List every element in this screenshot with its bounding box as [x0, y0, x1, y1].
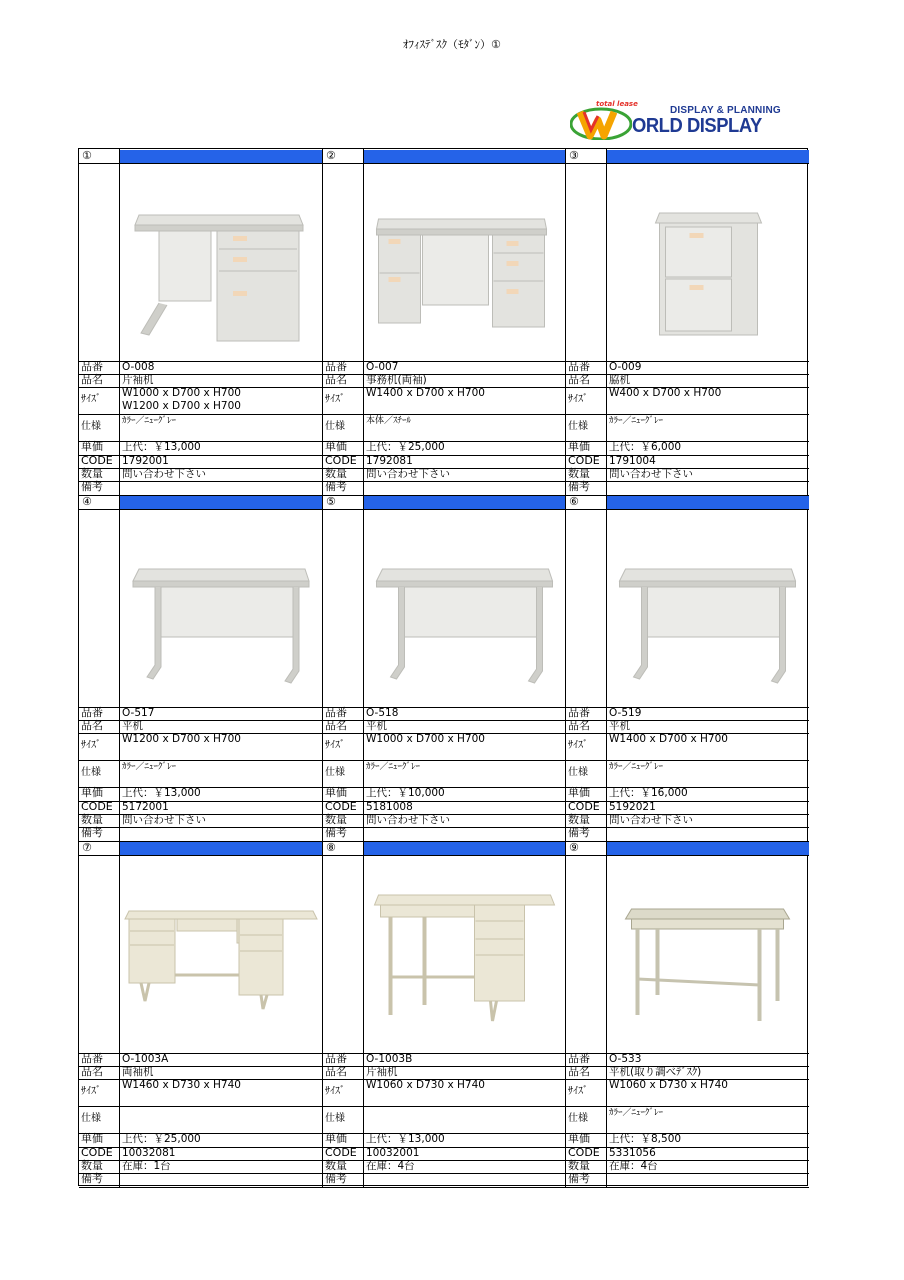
product-image: [119, 163, 323, 361]
field-value-part_no: O-519: [609, 707, 642, 719]
item-header-bar: [606, 150, 809, 163]
field-value-price: 上代：￥13,000: [122, 441, 201, 453]
field-label-code: CODE: [568, 1146, 600, 1159]
field-value-part_no: O-517: [122, 707, 155, 719]
product-image: [363, 855, 566, 1053]
flat-desk-illustration: [606, 509, 809, 707]
product-image: [363, 509, 566, 707]
row-divider: [323, 374, 566, 375]
field-label-code: CODE: [81, 454, 113, 467]
field-value-size: W1000 x D700 x H700: [366, 733, 485, 745]
flat-desk-illustration: [119, 509, 323, 707]
label-divider: [363, 495, 364, 841]
label-divider: [606, 495, 607, 841]
field-value-qty: 問い合わせ下さい: [366, 814, 450, 826]
retro-single-desk-illustration: [363, 855, 566, 1053]
retro-flat-desk-illustration: [606, 855, 809, 1053]
field-label-name: 品名: [325, 1065, 347, 1078]
field-value-size: W1200 x D700 x H700: [122, 733, 241, 745]
row-divider: [79, 481, 323, 482]
row-divider: [79, 1173, 323, 1174]
row-divider: [323, 827, 566, 828]
row-divider: [79, 801, 323, 802]
field-label-name: 品名: [568, 719, 590, 732]
row-divider: [79, 361, 323, 362]
row-divider: [323, 414, 566, 415]
row-divider: [79, 441, 323, 442]
row-divider: [566, 827, 809, 828]
row-divider: [566, 720, 809, 721]
flat-desk-illustration: [363, 509, 566, 707]
field-label-size: ｻｲｽﾞ: [568, 1086, 588, 1097]
row-divider: [79, 455, 323, 456]
field-label-size: ｻｲｽﾞ: [568, 394, 588, 405]
field-value-name: 脇机: [609, 374, 630, 386]
field-label-price: 単価: [325, 440, 347, 453]
field-value-qty: 在庫：1台: [122, 1160, 171, 1172]
item-header-bar: [363, 150, 566, 163]
field-label-spec: 仕様: [568, 421, 588, 432]
field-label-spec: 仕様: [568, 767, 588, 778]
field-value-size: W1060 x D730 x H740: [366, 1079, 485, 1091]
product-image: [606, 855, 809, 1053]
row-divider: [566, 1173, 809, 1174]
row-divider: [566, 361, 809, 362]
field-label-spec: 仕様: [325, 1113, 345, 1124]
field-label-name: 品名: [81, 719, 103, 732]
field-value-name: 平机: [122, 720, 143, 732]
row-divider: [323, 481, 566, 482]
row-divider: [79, 827, 323, 828]
field-value-qty: 在庫：4台: [366, 1160, 415, 1172]
field-label-price: 単価: [81, 1132, 103, 1145]
field-label-size: ｻｲｽﾞ: [325, 1086, 345, 1097]
field-label-qty: 数量: [81, 1159, 103, 1172]
field-label-spec: 仕様: [81, 767, 101, 778]
field-value-code: 1791004: [609, 455, 656, 467]
row-divider: [79, 1066, 323, 1067]
row-divider: [79, 1147, 323, 1148]
label-divider: [119, 149, 120, 495]
field-label-code: CODE: [81, 1146, 113, 1159]
product-image: [606, 509, 809, 707]
row-divider: [79, 760, 323, 761]
field-value-price: 上代：￥10,000: [366, 787, 445, 799]
field-value-spec: ｶﾗｰ／ﾆｭｰｸﾞﾚｰ: [122, 416, 177, 426]
field-label-code: CODE: [81, 800, 113, 813]
product-card: [79, 495, 323, 841]
item-number: ⑥: [569, 495, 579, 508]
row-divider: [566, 414, 809, 415]
field-value-price: 上代：￥6,000: [609, 441, 682, 453]
field-label-code: CODE: [568, 454, 600, 467]
field-value-name: 平机(取り調べﾃﾞｽｸ): [609, 1066, 702, 1078]
field-value-size-alt: W1200 x D700 x H700: [122, 400, 241, 412]
field-label-note: 備考: [81, 1172, 103, 1185]
field-value-name: 片袖机: [366, 1066, 398, 1078]
item-header-bar: [363, 496, 566, 509]
field-value-part_no: O-007: [366, 361, 399, 373]
field-label-spec: 仕様: [81, 421, 101, 432]
field-label-name: 品名: [325, 373, 347, 386]
field-value-price: 上代：￥13,000: [122, 787, 201, 799]
row-divider: [323, 1187, 566, 1188]
field-label-note: 備考: [325, 1172, 347, 1185]
product-card: [566, 841, 809, 1187]
field-value-qty: 在庫：4台: [609, 1160, 658, 1172]
logo-name: ORLD DISPLAY: [632, 115, 762, 137]
field-label-note: 備考: [325, 826, 347, 839]
field-label-spec: 仕様: [325, 421, 345, 432]
item-number: ⑧: [326, 841, 336, 854]
field-label-price: 単価: [325, 786, 347, 799]
row-divider: [79, 707, 323, 708]
field-value-spec: ｶﾗｰ／ﾆｭｰｸﾞﾚｰ: [122, 762, 177, 772]
row-divider: [79, 1053, 323, 1054]
field-value-qty: 問い合わせ下さい: [122, 814, 206, 826]
row-divider: [323, 720, 566, 721]
field-label-code: CODE: [568, 800, 600, 813]
field-label-note: 備考: [81, 826, 103, 839]
field-label-qty: 数量: [325, 1159, 347, 1172]
field-label-note: 備考: [568, 826, 590, 839]
field-label-part_no: 品番: [325, 1052, 347, 1065]
label-divider: [363, 841, 364, 1187]
product-image: [119, 509, 323, 707]
field-value-part_no: O-518: [366, 707, 399, 719]
row-divider: [323, 760, 566, 761]
field-label-name: 品名: [81, 1065, 103, 1078]
field-value-spec: ｶﾗｰ／ﾆｭｰｸﾞﾚｰ: [366, 762, 421, 772]
field-label-qty: 数量: [568, 467, 590, 480]
row-divider: [323, 1106, 566, 1107]
product-card: [79, 841, 323, 1187]
product-card: [323, 495, 566, 841]
field-value-name: 片袖机: [122, 374, 154, 386]
field-label-qty: 数量: [568, 813, 590, 826]
row-divider: [79, 374, 323, 375]
row-divider: [566, 1053, 809, 1054]
field-label-qty: 数量: [325, 813, 347, 826]
field-label-code: CODE: [325, 1146, 357, 1159]
field-label-note: 備考: [568, 480, 590, 493]
row-divider: [323, 1160, 566, 1161]
field-value-qty: 問い合わせ下さい: [122, 468, 206, 480]
field-label-part_no: 品番: [325, 360, 347, 373]
field-label-qty: 数量: [81, 813, 103, 826]
item-number: ⑦: [82, 841, 92, 854]
row-divider: [79, 787, 323, 788]
product-card: [79, 149, 323, 495]
product-table: [78, 148, 808, 1186]
field-value-size: W1400 x D700 x H700: [366, 387, 485, 399]
field-value-name: 両袖机: [122, 1066, 154, 1078]
field-value-code: 10032081: [122, 1147, 176, 1159]
field-label-price: 単価: [568, 786, 590, 799]
row-divider: [566, 707, 809, 708]
field-label-spec: 仕様: [325, 767, 345, 778]
field-label-size: ｻｲｽﾞ: [81, 740, 101, 751]
row-divider: [323, 801, 566, 802]
item-number: ②: [326, 149, 336, 162]
field-label-note: 備考: [325, 480, 347, 493]
field-value-code: 5181008: [366, 801, 413, 813]
field-value-price: 上代：￥25,000: [122, 1133, 201, 1145]
row-divider: [566, 1106, 809, 1107]
item-header-bar: [119, 150, 323, 163]
field-label-name: 品名: [81, 373, 103, 386]
field-value-spec: ｶﾗｰ／ﾆｭｰｸﾞﾚｰ: [609, 762, 664, 772]
field-label-size: ｻｲｽﾞ: [81, 394, 101, 405]
field-value-name: 平机: [609, 720, 630, 732]
field-value-price: 上代：￥8,500: [609, 1133, 682, 1145]
item-number: ①: [82, 149, 92, 162]
field-value-price: 上代：￥13,000: [366, 1133, 445, 1145]
field-label-part_no: 品番: [81, 1052, 103, 1065]
product-card: [323, 841, 566, 1187]
single-pedestal-desk-illustration: [119, 163, 323, 361]
field-label-code: CODE: [325, 800, 357, 813]
row-divider: [323, 361, 566, 362]
field-label-spec: 仕様: [568, 1113, 588, 1124]
row-divider: [79, 1133, 323, 1134]
field-label-part_no: 品番: [81, 706, 103, 719]
row-divider: [566, 1187, 809, 1188]
row-divider: [79, 1187, 323, 1188]
field-value-part_no: O-009: [609, 361, 642, 373]
label-divider: [606, 841, 607, 1187]
field-value-code: 1792081: [366, 455, 413, 467]
row-divider: [566, 455, 809, 456]
row-divider: [79, 720, 323, 721]
row-divider: [323, 1147, 566, 1148]
row-divider: [566, 1147, 809, 1148]
field-label-qty: 数量: [325, 467, 347, 480]
field-value-size: W400 x D700 x H700: [609, 387, 722, 399]
field-value-price: 上代：￥16,000: [609, 787, 688, 799]
field-value-size: W1400 x D700 x H700: [609, 733, 728, 745]
product-card: [566, 149, 809, 495]
field-value-code: 5331056: [609, 1147, 656, 1159]
item-number: ④: [82, 495, 92, 508]
field-label-part_no: 品番: [81, 360, 103, 373]
row-divider: [323, 1173, 566, 1174]
product-card: [566, 495, 809, 841]
item-header-bar: [606, 842, 809, 855]
field-label-note: 備考: [568, 1172, 590, 1185]
field-label-price: 単価: [568, 440, 590, 453]
field-label-price: 単価: [325, 1132, 347, 1145]
field-label-part_no: 品番: [325, 706, 347, 719]
item-number: ③: [569, 149, 579, 162]
row-divider: [566, 1133, 809, 1134]
field-value-spec: ｶﾗｰ／ﾆｭｰｸﾞﾚｰ: [609, 1108, 664, 1118]
field-label-size: ｻｲｽﾞ: [81, 1086, 101, 1097]
field-value-size: W1060 x D730 x H740: [609, 1079, 728, 1091]
field-value-qty: 問い合わせ下さい: [366, 468, 450, 480]
page-title: ｵﾌｨｽﾃﾞｽｸ（ﾓﾀﾞﾝ）①: [403, 38, 501, 51]
row-divider: [323, 455, 566, 456]
double-pedestal-desk-illustration: [363, 163, 566, 361]
retro-double-desk-illustration: [119, 855, 323, 1053]
side-cabinet-illustration: [606, 163, 809, 361]
product-image: [363, 163, 566, 361]
field-label-price: 単価: [81, 440, 103, 453]
field-label-price: 単価: [81, 786, 103, 799]
field-value-price: 上代：￥25,000: [366, 441, 445, 453]
field-label-part_no: 品番: [568, 1052, 590, 1065]
item-number: ⑤: [326, 495, 336, 508]
label-divider: [363, 149, 364, 495]
field-value-spec: ｶﾗｰ／ﾆｭｰｸﾞﾚｰ: [609, 416, 664, 426]
field-value-code: 5172001: [122, 801, 169, 813]
row-divider: [323, 707, 566, 708]
field-value-part_no: O-533: [609, 1053, 642, 1065]
row-divider: [79, 414, 323, 415]
row-divider: [323, 1066, 566, 1067]
field-value-qty: 問い合わせ下さい: [609, 814, 693, 826]
field-label-price: 単価: [568, 1132, 590, 1145]
row-divider: [79, 1106, 323, 1107]
field-value-name: 平机: [366, 720, 387, 732]
product-image: [606, 163, 809, 361]
field-value-part_no: O-1003B: [366, 1053, 413, 1065]
field-label-part_no: 品番: [568, 706, 590, 719]
row-divider: [323, 1053, 566, 1054]
field-value-size: W1460 x D730 x H740: [122, 1079, 241, 1091]
field-label-spec: 仕様: [81, 1113, 101, 1124]
field-label-note: 備考: [81, 480, 103, 493]
field-label-name: 品名: [568, 1065, 590, 1078]
row-divider: [79, 1160, 323, 1161]
field-value-code: 1792001: [122, 455, 169, 467]
field-value-code: 5192021: [609, 801, 656, 813]
field-value-name: 事務机(両袖): [366, 374, 427, 386]
label-divider: [606, 149, 607, 495]
field-label-name: 品名: [568, 373, 590, 386]
row-divider: [566, 801, 809, 802]
item-header-bar: [606, 496, 809, 509]
w-logo-icon: [570, 104, 632, 140]
field-value-spec: 本体／ｽﾁｰﾙ: [366, 416, 412, 426]
product-card: [323, 149, 566, 495]
field-value-qty: 問い合わせ下さい: [609, 468, 693, 480]
field-label-size: ｻｲｽﾞ: [568, 740, 588, 751]
item-header-bar: [119, 842, 323, 855]
field-label-part_no: 品番: [568, 360, 590, 373]
logo-tagline: total lease: [596, 100, 638, 108]
field-value-size: W1000 x D700 x H700: [122, 387, 241, 399]
field-label-size: ｻｲｽﾞ: [325, 740, 345, 751]
field-label-name: 品名: [325, 719, 347, 732]
field-value-part_no: O-008: [122, 361, 155, 373]
field-label-size: ｻｲｽﾞ: [325, 394, 345, 405]
row-divider: [566, 441, 809, 442]
field-label-qty: 数量: [81, 467, 103, 480]
row-divider: [566, 374, 809, 375]
product-image: [119, 855, 323, 1053]
item-header-bar: [119, 496, 323, 509]
logo-top-text: DISPLAY & PLANNING: [670, 105, 781, 116]
field-label-qty: 数量: [568, 1159, 590, 1172]
field-value-code: 10032001: [366, 1147, 420, 1159]
row-divider: [566, 760, 809, 761]
label-divider: [119, 495, 120, 841]
item-header-bar: [363, 842, 566, 855]
item-number: ⑨: [569, 841, 579, 854]
row-divider: [566, 481, 809, 482]
company-logo: [570, 100, 806, 142]
field-value-part_no: O-1003A: [122, 1053, 169, 1065]
row-divider: [566, 1160, 809, 1161]
label-divider: [119, 841, 120, 1187]
field-label-code: CODE: [325, 454, 357, 467]
